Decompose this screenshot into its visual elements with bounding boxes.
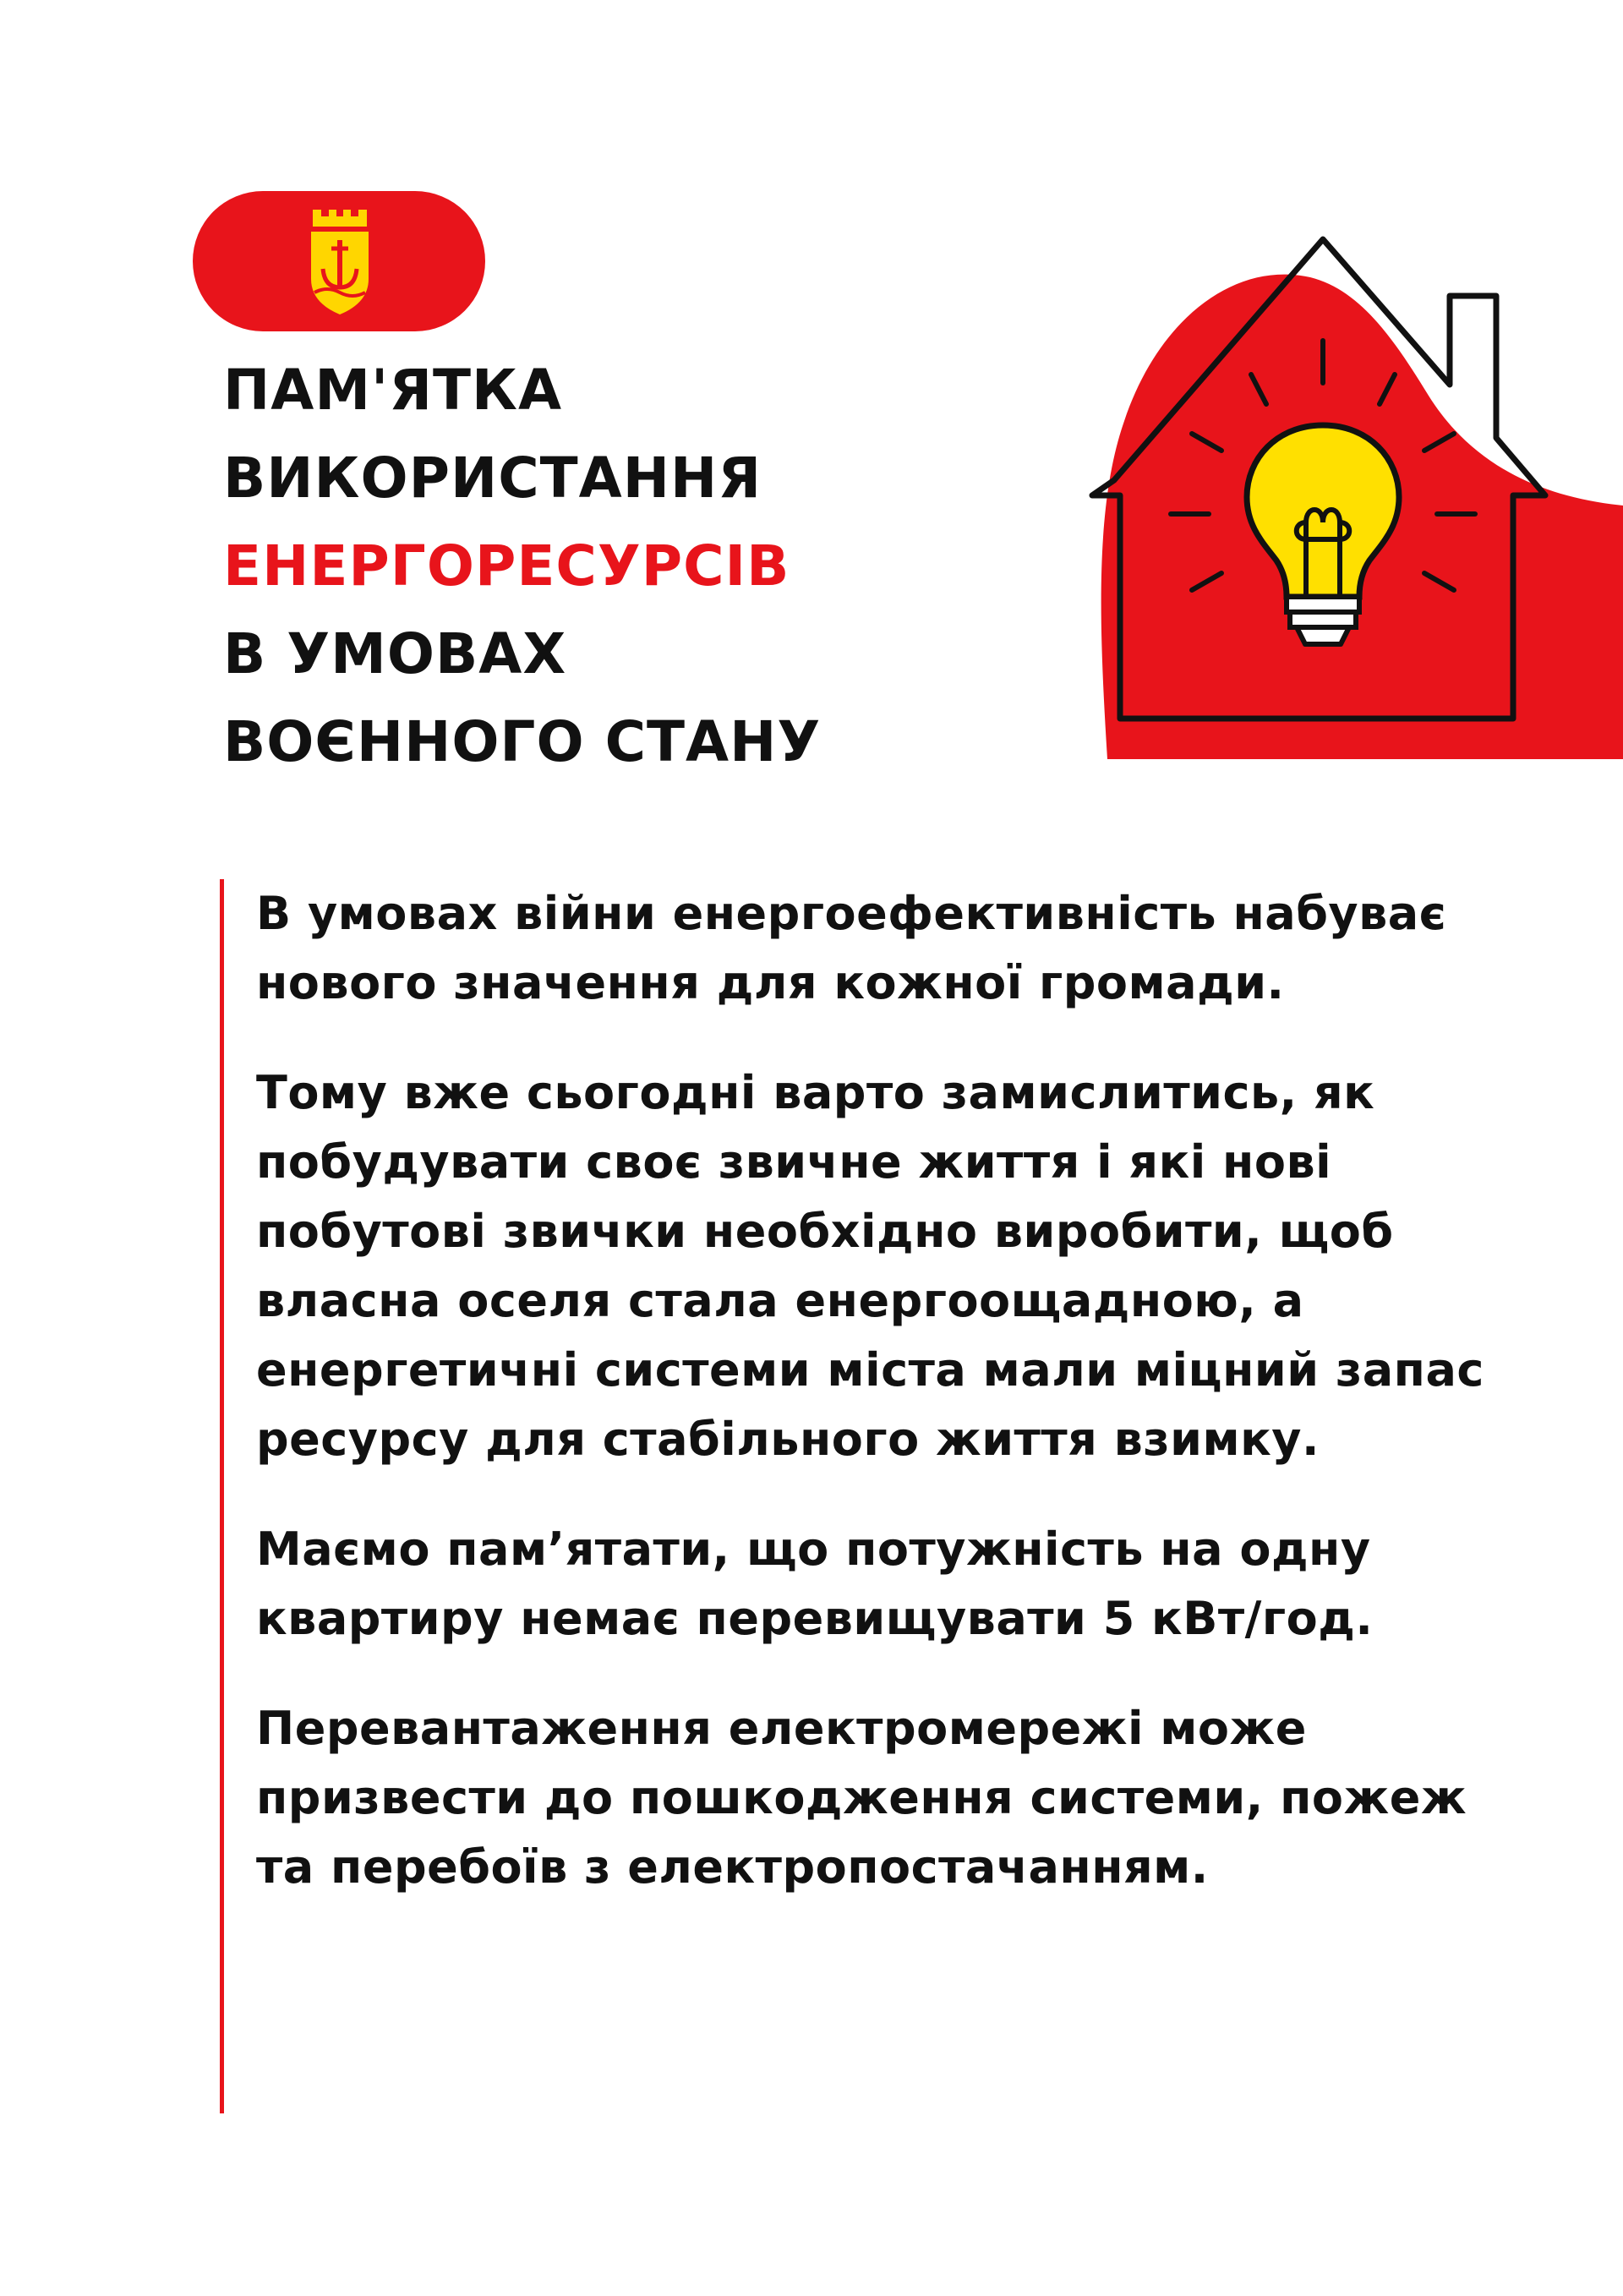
page-title [223,347,984,786]
title-line-5: ВОЄННОГО СТАНУ [223,709,822,774]
title-line-2: ВИКОРИСТАННЯ [223,446,762,511]
body-text-block [220,879,1505,2113]
house-lightbulb-icon [1065,227,1623,768]
paragraph-3: Маємо пам’ятати, що потужність на одну квартиру немає перевищувати 5 кВт/год. [256,1522,1374,1645]
logo-badge [193,191,485,331]
paragraph-1: В умовах війни енергоефективність набуває нового значення для кожної громади. [256,887,1447,1009]
city-coat-of-arms-icon [306,205,374,318]
title-line-3-accent: ЕНЕРГОРЕСУРСІВ [223,533,790,599]
title-line-1: ПАМ'ЯТКА [223,358,563,423]
paragraph-2: Тому вже сьогодні варто замислитись, як побудувати своє звичне життя і які нові побутові звички необхідно виробити, щоб власна оселя стала енергоощадною, а енергетичні системи міста мали міцний запас ресурсу для стабільного життя взимку. [256,1066,1484,1466]
title-line-4: В УМОВАХ [223,621,567,686]
paragraph-4: Перевантаження електромережі може призвести до пошкодження системи, пожеж та перебоїв з електропостачанням. [256,1702,1467,1894]
